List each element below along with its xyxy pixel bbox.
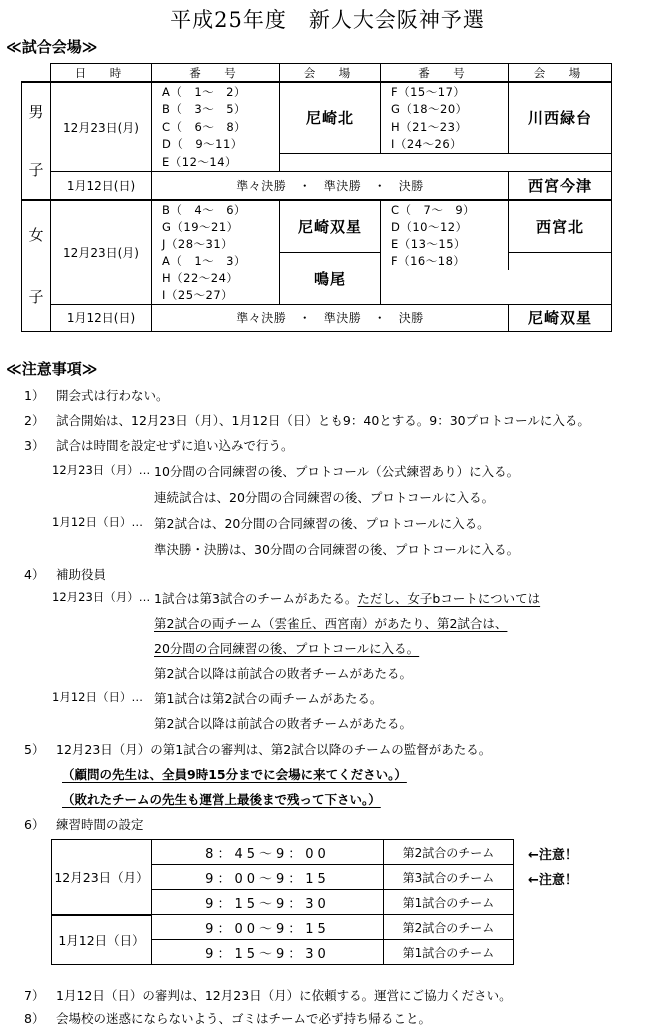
girls-slot-b: B（ 4～ 6）: [152, 200, 280, 218]
note-2-text: 試合開始は、12月23日（月）、1月12日（日）とも9：40とする。9：30プロトコールに入る。: [56, 413, 590, 428]
girls-slot-f: F（16～18）: [381, 252, 509, 270]
boys-finals-venue: 西宮今津: [509, 172, 612, 200]
empty-cell: [509, 252, 612, 270]
girls-slot-h: H（22～24）: [152, 270, 280, 287]
note-6-text: 練習時間の設定: [56, 817, 144, 832]
note-7-number: 7）: [24, 988, 45, 1003]
table-row: [22, 304, 612, 331]
note-3-day1-line2: 連続試合は、20分間の合同練習の後、プロトコールに入る。: [154, 490, 495, 505]
note-3-day1-line1: 10分間の合同練習の後、プロトコール（公式練習あり）に入る。: [154, 464, 520, 479]
practice-time: 9：15～9：30: [152, 890, 384, 915]
note-2-number: 2）: [24, 413, 45, 428]
note-4-day1-line1: [154, 589, 540, 607]
girls-label: 女 子: [22, 200, 51, 331]
note-4-day1-line2: 第2試合の両チーム（雲雀丘、西宮南）があたり、第2試合は、: [154, 616, 508, 631]
note-3-day2-line1: 第2試合は、20分間の合同練習の後、プロトコールに入る。: [154, 516, 490, 531]
girls-day1-date: 12月23日(月): [51, 200, 152, 304]
note-7-text: 1月12日（日）の審判は、12月23日（月）に依頼する。運営にご協力ください。: [56, 988, 512, 1003]
boys-slot-e: E（12～14）: [152, 153, 280, 171]
practice-day1-date: 12月23日（月）: [52, 840, 152, 915]
girls-slot-e: E（13～15）: [381, 235, 509, 252]
boys-slot-d: D（ 9～11）: [152, 135, 280, 153]
caution-note-2: ←注意！: [528, 873, 578, 888]
practice-team: 第3試合のチーム: [384, 865, 514, 890]
note-4-day1-label: 12月23日（月）…: [52, 590, 151, 604]
girls-day2-date: 1月12日(日): [51, 304, 152, 331]
note-4-text: 補助役員: [56, 567, 107, 582]
boys-slot-b: B（ 3～ 5）: [152, 100, 280, 117]
boys-label: 男 子: [22, 82, 51, 200]
practice-day2-date: 1月12日（日）: [52, 915, 152, 965]
girls-finals: 準々決勝 ・ 準決勝 ・ 決勝: [152, 304, 509, 331]
practice-time: 9：00～9：15: [152, 915, 384, 940]
note-8-number: 8）: [24, 1011, 45, 1026]
note-6-number: 6）: [24, 817, 45, 832]
girls-slot-i: I（25～27）: [152, 287, 280, 305]
note-4-day1-line3: 20分間の合同練習の後、プロトコールに入る。: [154, 641, 420, 656]
boys-slot-c: C（ 6～ 8）: [152, 118, 280, 135]
note-5-line2: （敗れたチームの先生も運営上最後まで残って下さい。）: [62, 792, 381, 807]
practice-team: 第1試合のチーム: [384, 940, 514, 965]
table-header-row: [22, 64, 612, 83]
boys-slot-f: F（15～17）: [381, 82, 509, 100]
note-4-day2-line2: 第2試合以降は前試合の敗者チームがあたる。: [154, 716, 412, 731]
girls-slot-c: C（ 7～ 9）: [381, 200, 509, 218]
note-3-text: 試合は時間を設定せずに追い込みで行う。: [56, 438, 294, 453]
note-5-line1: （顧問の先生は、全員9時15分までに会場に来てください。）: [62, 767, 407, 782]
venue-section-heading: ≪試合会場≫: [6, 38, 98, 56]
boys-day1-date: 12月23日(月): [51, 82, 152, 172]
note-8-text: 会場校の迷惑にならないよう、ゴミはチームで必ず持ち帰ること。: [56, 1011, 432, 1026]
note-4-day2-label: 1月12日（日）…: [52, 690, 143, 704]
table-row: [52, 915, 514, 940]
empty-cell: [280, 153, 381, 171]
note-4-day1-line1a: 1試合は第3試合のチームがあたる。: [154, 591, 358, 606]
table-row: [52, 840, 514, 865]
girls-venue-left-b: 鳴尾: [280, 252, 381, 304]
header-date: 日 時: [51, 64, 152, 83]
note-3-day1-label: 12月23日（月）…: [52, 463, 151, 477]
girls-venue-right: 西宮北: [509, 200, 612, 252]
boys-slot-g: G（18～20）: [381, 100, 509, 117]
note-5-text: 12月23日（月）の第1試合の審判は、第2試合以降のチームの監督があたる。: [56, 742, 492, 757]
girls-finals-venue: 尼崎双星: [509, 304, 612, 331]
practice-time-table: [51, 839, 514, 965]
table-row: [22, 200, 612, 218]
practice-team: 第1試合のチーム: [384, 890, 514, 915]
note-4-number: 4）: [24, 567, 45, 582]
page-title: 平成25年度 新人大会阪神予選: [170, 8, 485, 32]
note-3-day2-line2: 準決勝・決勝は、30分間の合同練習の後、プロトコールに入る。: [154, 542, 520, 557]
practice-time: 9：00～9：15: [152, 865, 384, 890]
boys-slot-i: I（24～26）: [381, 135, 509, 153]
girls-slot-j: J（28～31）: [152, 235, 280, 252]
table-row: [22, 172, 612, 200]
note-1-text: 開会式は行わない。: [56, 388, 169, 403]
practice-time: 9：15～9：30: [152, 940, 384, 965]
empty-cell: [381, 153, 612, 171]
practice-team: 第2試合のチーム: [384, 915, 514, 940]
practice-time: 8：45～9：00: [152, 840, 384, 865]
caution-note-1: ←注意！: [528, 848, 578, 863]
girls-venue-left-a: 尼崎双星: [280, 200, 381, 252]
boys-venue-left: 尼崎北: [280, 82, 381, 153]
girls-slot-g: G（19～21）: [152, 218, 280, 235]
note-1-number: 1）: [24, 388, 45, 403]
note-3-day2-label: 1月12日（日）…: [52, 515, 143, 529]
header-number-right: 番 号: [381, 64, 509, 83]
empty-cell: [381, 270, 612, 305]
header-number-left: 番 号: [152, 64, 280, 83]
header-venue-left: 会 場: [280, 64, 381, 83]
boys-slot-h: H（21～23）: [381, 118, 509, 135]
boys-venue-right: 川西緑台: [509, 82, 612, 153]
girls-slot-a: A（ 1～ 3）: [152, 252, 280, 270]
note-4-day2-line1: 第1試合は第2試合の両チームがあたる。: [154, 691, 383, 706]
boys-slot-a: A（ 1～ 2）: [152, 82, 280, 100]
note-4-day1-line4: 第2試合以降は前試合の敗者チームがあたる。: [154, 666, 412, 681]
note-3-number: 3）: [24, 438, 45, 453]
table-row: [22, 82, 612, 100]
venue-schedule-table: [21, 63, 612, 332]
practice-team: 第2試合のチーム: [384, 840, 514, 865]
notes-section-heading: ≪注意事項≫: [6, 360, 98, 378]
boys-day2-date: 1月12日(日): [51, 172, 152, 200]
header-corner: [22, 64, 51, 83]
note-4-day1-line1b: ただし、女子bコートについては: [357, 591, 541, 606]
boys-finals: 準々決勝 ・ 準決勝 ・ 決勝: [152, 172, 509, 200]
header-venue-right: 会 場: [509, 64, 612, 83]
girls-slot-d: D（10～12）: [381, 218, 509, 235]
note-5-number: 5）: [24, 742, 45, 757]
